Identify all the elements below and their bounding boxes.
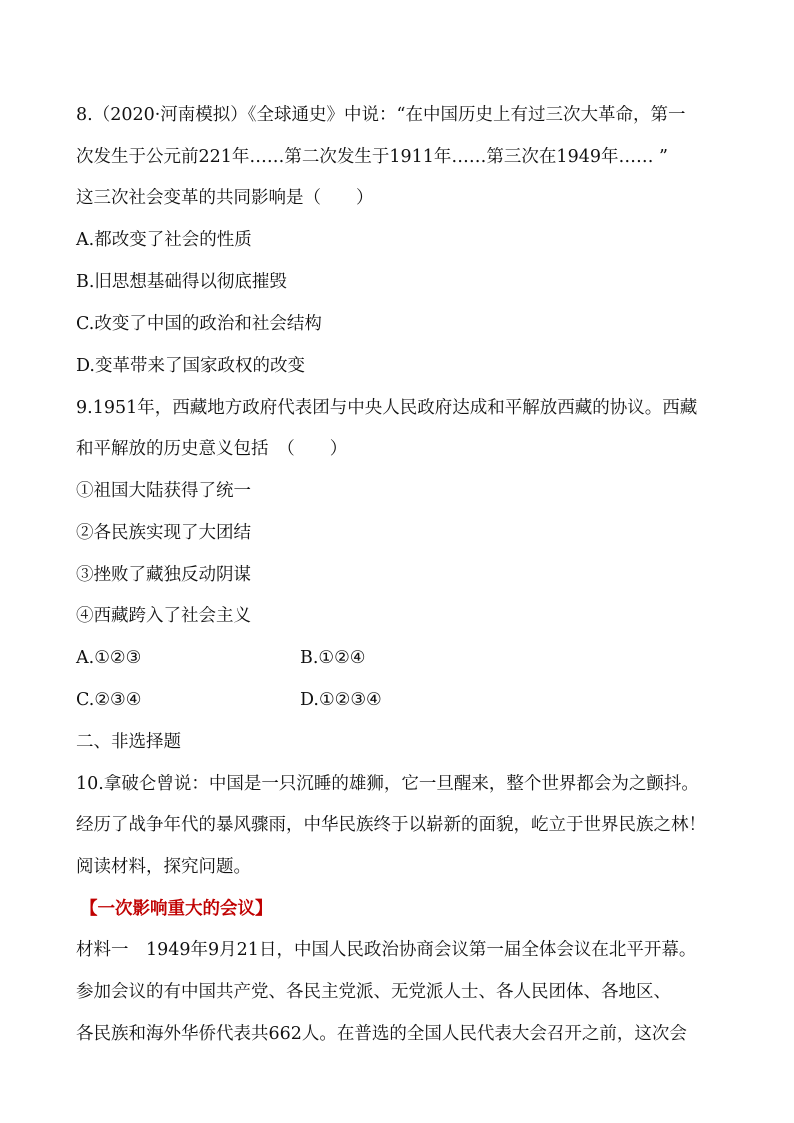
q9-option-b: B.①②④ xyxy=(300,648,366,668)
q9-statement-3: ③挫败了藏独反动阴谋 xyxy=(76,565,251,585)
q8-option-c: C.改变了中国的政治和社会结构 xyxy=(76,314,322,334)
q8-stem-line-2: 次发生于公元前221年……第二次发生于1911年……第三次在1949年…… ” xyxy=(76,147,668,167)
q9-option-a: A.①②③ xyxy=(76,648,142,668)
q9-statement-1: ①祖国大陆获得了统一 xyxy=(76,481,251,501)
q9-statement-2: ②各民族实现了大团结 xyxy=(76,523,251,543)
q8-option-d: D.变革带来了国家政权的改变 xyxy=(76,356,305,376)
q10-stem-line-3: 阅读材料，探究问题。 xyxy=(76,857,251,877)
q9-stem-line-2: 和平解放的历史意义包括 （ ） xyxy=(76,439,348,459)
q9-statement-4: ④西藏跨入了社会主义 xyxy=(76,606,251,626)
q8-option-a: A.都改变了社会的性质 xyxy=(76,230,252,250)
q10-stem-line-1: 10.拿破仑曾说：中国是一只沉睡的雄狮，它一旦醒来，整个世界都会为之颤抖。 xyxy=(76,774,699,794)
q8-stem-line-3: 这三次社会变革的共同影响是（ ） xyxy=(76,188,374,208)
q9-option-c: C.②③④ xyxy=(76,690,142,710)
section-title: 二、非选择题 xyxy=(76,732,181,752)
material-subheading: 【一次影响重大的会议】 xyxy=(80,899,273,919)
q9-option-d: D.①②③④ xyxy=(300,690,382,710)
q8-option-b: B.旧思想基础得以彻底摧毁 xyxy=(76,272,287,292)
q9-stem-line-1: 9.1951年，西藏地方政府代表团与中央人民政府达成和平解放西藏的协议。西藏 xyxy=(76,398,698,418)
material-1-line-2: 参加会议的有中国共产党、各民主党派、无党派人士、各人民团体、各地区、 xyxy=(76,982,671,1002)
material-1-line-3: 各民族和海外华侨代表共662人。在普选的全国人民代表大会召开之前，这次会 xyxy=(76,1024,687,1044)
q10-stem-line-2: 经历了战争年代的暴风骤雨，中华民族终于以崭新的面貌，屹立于世界民族之林！ xyxy=(76,815,706,835)
q8-stem-line-1: 8.（2020·河南模拟）《全球通史》中说：“在中国历史上有过三次大革命，第一 xyxy=(76,105,686,125)
material-1-line-1: 材料一 1949年9月21日，中国人民政治协商会议第一届全体会议在北平开幕。 xyxy=(76,940,697,960)
